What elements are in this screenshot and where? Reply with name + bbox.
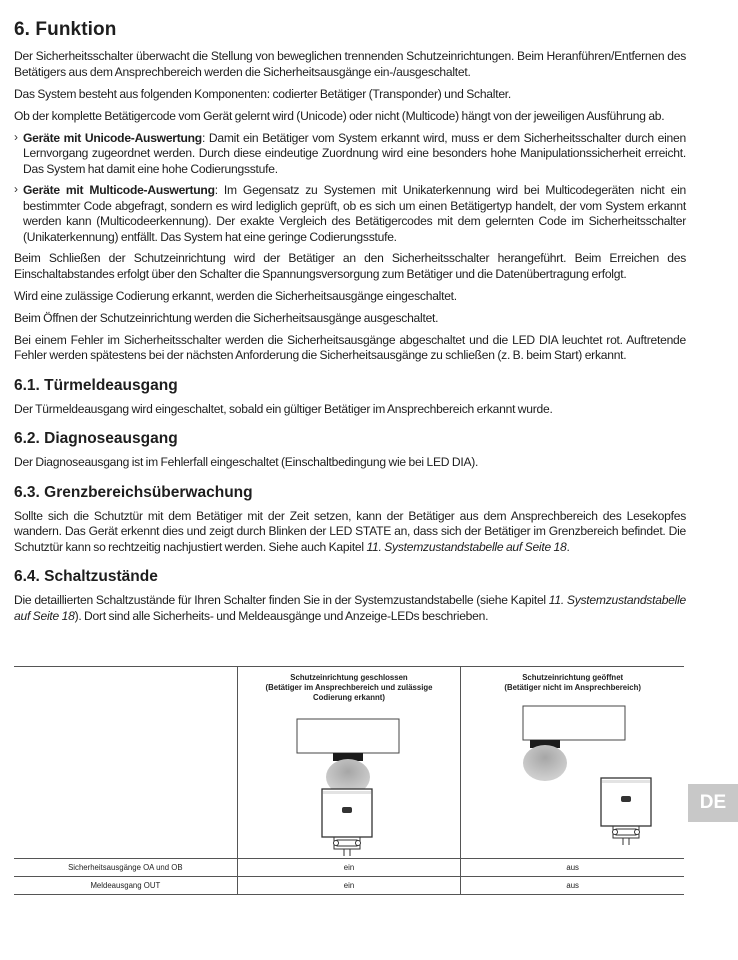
page-title: 6. Funktion [14,19,117,40]
intro-paragraph-1: Der Sicherheitsschalter überwacht die Stellung von beweglichen trennenden Schutzeinrichtungen. Beim Heranführen/Entfernen des Betätigers aus dem Ansprechbereich werden die Sicherheitsausgänge ein-/ausgeschaltet. [14,49,686,79]
section-heading-6-3: 6.3. Grenzbereichsüberwachung [14,483,253,501]
bullet-term: Geräte mit Unicode-Auswertung [23,130,202,145]
column-header-closed: Schutzeinrichtung geschlossen (Betätiger im Ansprechbereich und zulässige Codierung erkannt) [265,673,433,702]
text-run: . [566,539,570,554]
section-text-6-2: Der Diagnoseausgang ist im Fehlerfall eingeschaltet (Einschaltbedingung wie bei LED DIA). [14,455,479,469]
actuator-icon [297,719,399,761]
safety-switch-icon [601,778,651,845]
sensor-open-illustration [461,701,684,861]
actuator-icon [523,706,625,748]
section-heading-6-4: 6.4. Schaltzustände [14,568,158,585]
cell-closed-value: ein [237,877,461,895]
section-heading-6-2: 6.2. Diagnoseausgang [14,430,178,447]
body-paragraph-3: Beim Öffnen der Schutzeinrichtung werden die Sicherheitsausgänge ausgeschaltet. [14,310,439,325]
cell-open-value: aus [461,859,684,877]
table-corner-cell [14,667,237,859]
intro-paragraph-2: Das System besteht aus folgenden Komponenten: codierter Betätiger (Transponder) und Schalter. [14,86,512,101]
section-text-6-3 [14,509,686,556]
page-content [14,0,686,631]
column-open [461,667,684,859]
bullet-multicode [14,183,686,245]
section-heading-6-1: 6.1. Türmeldeausgang [14,376,178,394]
table-row [14,877,684,895]
switch-state-table [14,666,684,895]
text-run: Sollte sich die Schutztür mit dem Betätiger mit der Zeit setzen, kann der Betätiger aus dem Ansprechbereich des Lesekopfes wandern. Das Gerät erkennt dies und zeigt durch Blinken der LED STATE an, dass sich der Betätiger im Grenzbereich befindet. Die Schutztür kann so rechtzeitig nachjustiert werden. Siehe auch Kapitel [14,508,686,554]
language-badge: DE [688,784,738,822]
intro-paragraph-3: Ob der komplette Betätigercode vom Gerät gelernt wird (Unicode) oder nicht (Multicode) hängt von der jeweiligen Ausführung ab. [14,108,665,123]
text-run: ). Dort sind alle Sicherheits- und Meldeausgänge und Anzeige-LEDs beschrieben. [74,608,489,623]
bullet-text: : Damit ein Betätiger vom System erkannt wird, muss er dem Sicherheitsschalter durch einen Lernvorgang zugeordnet werden. Durch diese eindeutige Zuordnung wird eine besonders hohe Manipulationssicherheit erreicht. Das System hat damit eine hohe Codierungsstufe. [23,130,686,176]
row-label: Meldeausgang OUT [14,877,237,895]
cross-reference: 11. Systemzustandstabelle auf Seite 18 [366,539,567,554]
column-closed [237,667,461,859]
row-label: Sicherheitsausgänge OA und OB [14,859,237,877]
bullet-term: Geräte mit Multicode-Auswertung [23,183,215,197]
body-paragraph-4: Bei einem Fehler im Sicherheitsschalter werden die Sicherheitsausgänge abgeschaltet und die LED DIA leuchtet rot. Auftretende Fehler werden spätestens bei der nächsten Anforderung die Sicherheitsausgänge zu schließen (z. B. beim Start) erkannt. [14,332,686,362]
section-text-6-1: Der Türmeldeausgang wird eingeschaltet, sobald ein gültiger Betätiger im Ansprechbereich erkannt wurde. [14,401,553,416]
bullet-unicode [14,131,686,178]
cell-open-value: aus [461,877,684,895]
body-paragraph-1: Beim Schließen der Schutzeinrichtung wird der Betätiger an den Sicherheitsschalter herangeführt. Beim Erreichen des Einschaltabstandes erfolgt über den Schalter die Spannungsversorgung zum Betätiger und die Datenübertragung erfolgt. [14,251,686,281]
text-run: Die detaillierten Schaltzustände für Ihren Schalter finden Sie in der Systemzustandstabelle (siehe Kapitel [14,593,549,607]
sensor-closed-illustration [238,711,461,856]
table-row [14,859,684,877]
bullet-text: : Im Gegensatz zu Systemen mit Unikaterkennung wird bei Multicodegeräten nicht ein bestimmter Code abgefragt, sondern es wird lediglich geprüft, ob es sich um einen Betätigertyp handelt, der vom System erkannt werden kann (Multicodeerkennung). Der exakte Vergleich des Betätigercodes mit dem gelernten Code im Sicherheitsschalter (Unikaterkennung) entfällt. Das System hat eine geringe Codierungsstufe. [23,183,686,244]
section-text-6-4 [14,593,686,624]
field-icon [523,745,567,781]
cross-reference: 11. Systemzustandstabelle auf Seite 18 [14,593,686,623]
safety-switch-icon [322,789,372,856]
cell-closed-value: ein [237,859,461,877]
body-paragraph-2: Wird eine zulässige Codierung erkannt, werden die Sicherheitsausgänge eingeschaltet. [14,288,457,303]
column-header-open: Schutzeinrichtung geöffnet (Betätiger nicht im Ansprechbereich) [504,673,641,692]
